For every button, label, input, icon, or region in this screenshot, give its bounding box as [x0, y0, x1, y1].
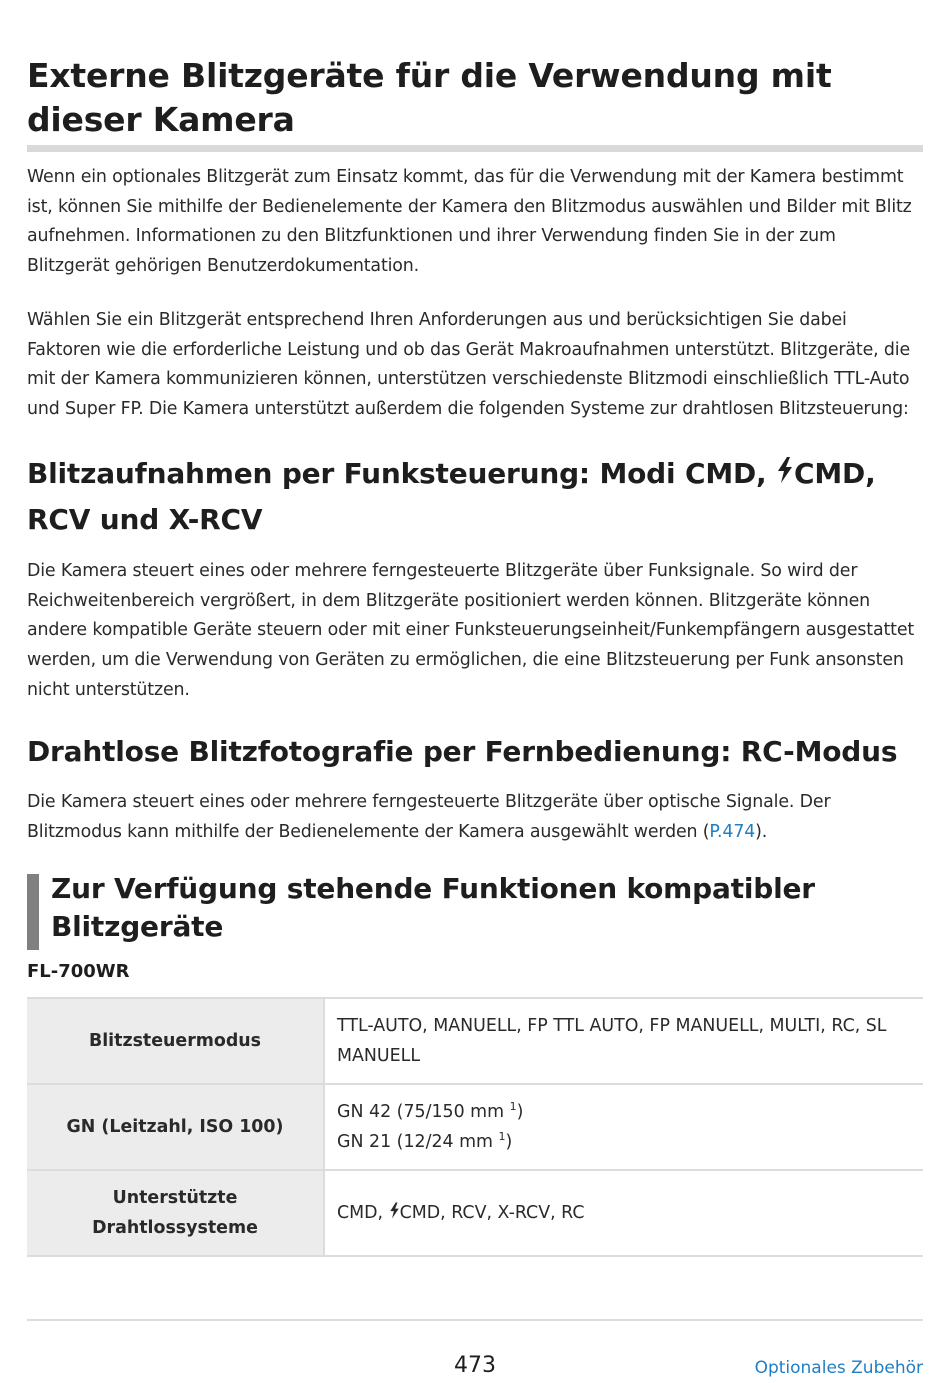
rc-body-close: ). [755, 821, 768, 842]
page-number: 473 [454, 1353, 496, 1378]
footnote-marker: 1 [509, 1100, 517, 1113]
flash-bolt-icon [776, 457, 794, 483]
row-value: CMD, CMD, RCV, X-RCV, RC [324, 1170, 923, 1256]
table-row [27, 1170, 923, 1256]
intro-paragraph-2: Wählen Sie ein Blitzgerät entsprechend Ihren Anforderungen aus und berücksichtigen Sie dabei Faktoren wie die erforderliche Leistung und ob das Gerät Makroaufnahmen unterstützt. Blitzgeräte, die mit der Kamera kommunizieren können, unterstützen verschiedenste Blitzmodi einschließlich TTL-Auto und Super FP. Die Kamera unterstützt außerdem die folgenden Systeme zur drahtlosen Blitzsteuerung: [27, 310, 910, 420]
rc-section-heading: Drahtlose Blitzfotografie per Fernbedienung: RC-Modus [27, 735, 898, 768]
table-row [27, 998, 923, 1084]
heading-accent-bar [27, 874, 39, 950]
row-label: Blitzsteuermodus [27, 998, 324, 1084]
spec-table [27, 997, 923, 1257]
functions-heading-block [27, 874, 923, 950]
guide-number-line-1: GN 42 (75/150 mm $^1$) [337, 1100, 524, 1122]
radio-heading-start: Blitzaufnahmen per Funksteuerung: Modi CMD, [27, 457, 777, 490]
row-label: GN (Leitzahl, ISO 100) [27, 1084, 324, 1170]
title-underline [27, 145, 923, 152]
page-title: Externe Blitzgeräte für die Verwendung mit dieser Kamera [27, 56, 832, 139]
page-reference-link[interactable]: P.474 [709, 821, 756, 842]
model-name: FL-700WR [27, 961, 130, 982]
radio-section-body: Die Kamera steuert eines oder mehrere ferngesteuerte Blitzgeräte über Funksignale. So wird der Reichweitenbereich vergrößert, in dem Blitzgeräte positioniert werden können. Blitzgeräte können andere kompatible Geräte steuern oder mit einer Funksteuerungseinheit/Funkempfängern ausgestattet werden, um die Verwendung von Geräten zu ermöglichen, die eine Blitzsteuerung per Funk ansonsten nicht unterstützen. [27, 561, 915, 700]
table-row [27, 1084, 923, 1170]
guide-number-line-2: GN 21 (12/24 mm $^1$) [337, 1130, 513, 1152]
functions-heading: Zur Verfügung stehende Funktionen kompatibler Blitzgeräte [51, 872, 815, 943]
rc-section-body [27, 788, 923, 847]
row-value: TTL-AUTO, MANUELL, FP TTL AUTO, FP MANUELL, MULTI, RC, SL MANUELL [324, 998, 923, 1084]
row-value [324, 1084, 923, 1170]
footnote-marker: 1 [498, 1130, 506, 1143]
radio-section-heading [27, 451, 923, 543]
footer-section-link[interactable]: Optionales Zubehör [754, 1358, 923, 1378]
intro-paragraph-1: Wenn ein optionales Blitzgerät zum Einsatz kommt, das für die Verwendung mit der Kamera bestimmt ist, können Sie mithilfe der Bedienelemente der Kamera den Blitzmodus auswählen und Bilder mit Blitz aufnehmen. Informationen zu den Blitzfunktionen und ihrer Verwendung finden Sie in der zum Blitzgerät gehörigen Benutzerdokumentation. [27, 167, 912, 277]
footer-divider [27, 1319, 923, 1321]
row-label: Unterstützte Drahtlossysteme [27, 1170, 324, 1256]
flash-bolt-icon [389, 1202, 400, 1219]
rc-body-text: Die Kamera steuert eines oder mehrere ferngesteuerte Blitzgeräte über optische Signale. Der Blitzmodus kann mithilfe der Bedienelemente der Kamera ausgewählt werden ( [27, 792, 831, 842]
radio-heading-end: CMD, RCV und X-RCV [27, 457, 876, 536]
